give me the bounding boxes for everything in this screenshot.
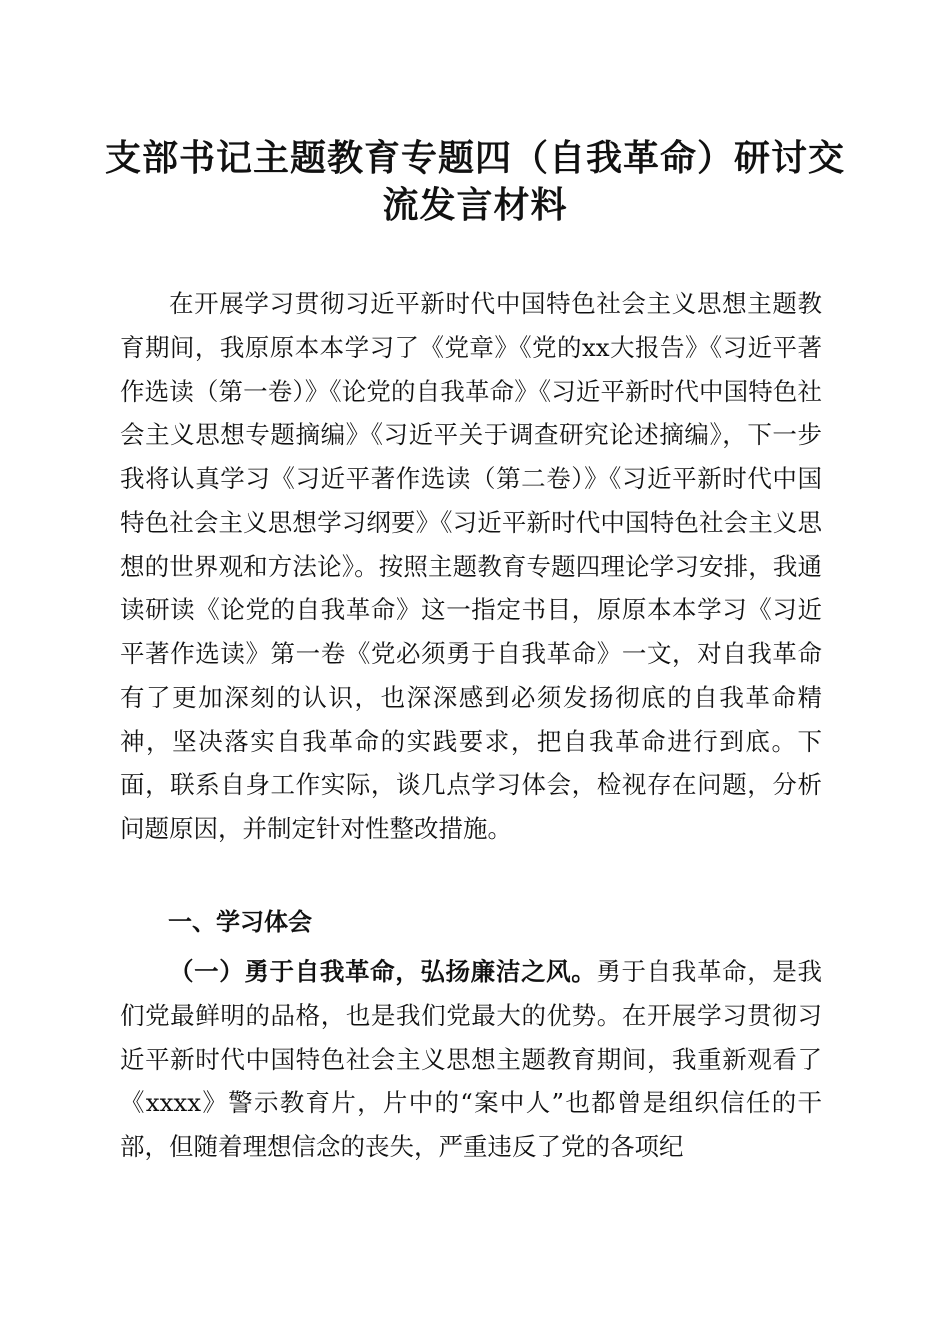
- intro-paragraph: 在开展学习贯彻习近平新时代中国特色社会主义思想主题教育期间，我原原本本学习了《党章》《党的xx大报告》《习近平著作选读（第一卷）》《论党的自我革命》《习近平新时代中国特色社会主义思想专题摘编》《习近平关于调查研究论述摘编》，下一步我将认真学习《习近平著作选读（第二卷）》《习近平新时代中国特色社会主义思想学习纲要》《习近平新时代中国特色社会主义思想的世界观和方法论》。按照主题教育专题四理论学习安排，我通读研读《论党的自我革命》这一指定书目，原原本本学习《习近平著作选读》第一卷《党必须勇于自我革命》一文，对自我革命有了更加深刻的认识，也深深感到必须发扬彻底的自我革命精神，坚决落实自我革命的实践要求，把自我革命进行到底。下面，联系自身工作实际，谈几点学习体会，检视存在问题，分析问题原因，并制定针对性整改措施。: [120, 289, 822, 843]
- section-heading-study-experience: 一、学习体会: [168, 908, 312, 936]
- subsection-text-1: 勇于自我革命，是我们党最鲜明的品格，也是我们党最大的优势。在开展学习贯彻习近平新时代中国特色社会主义思想主题教育期间，我重新观看了《xxxx》警示教育片，片中的“案中人”也都曾是组织信任的干部，但随着理想信念的丧失，严重违反了党的各项纪: [120, 957, 823, 1161]
- document-title-line-1: 支部书记主题教育专题四（自我革命）研讨交: [104, 137, 845, 179]
- document-title-line-2: 流发言材料: [382, 184, 568, 226]
- subsection-paragraph-1: [120, 950, 822, 1169]
- subsection-heading-1: （一）勇于自我革命，弘扬廉洁之风。: [169, 957, 597, 986]
